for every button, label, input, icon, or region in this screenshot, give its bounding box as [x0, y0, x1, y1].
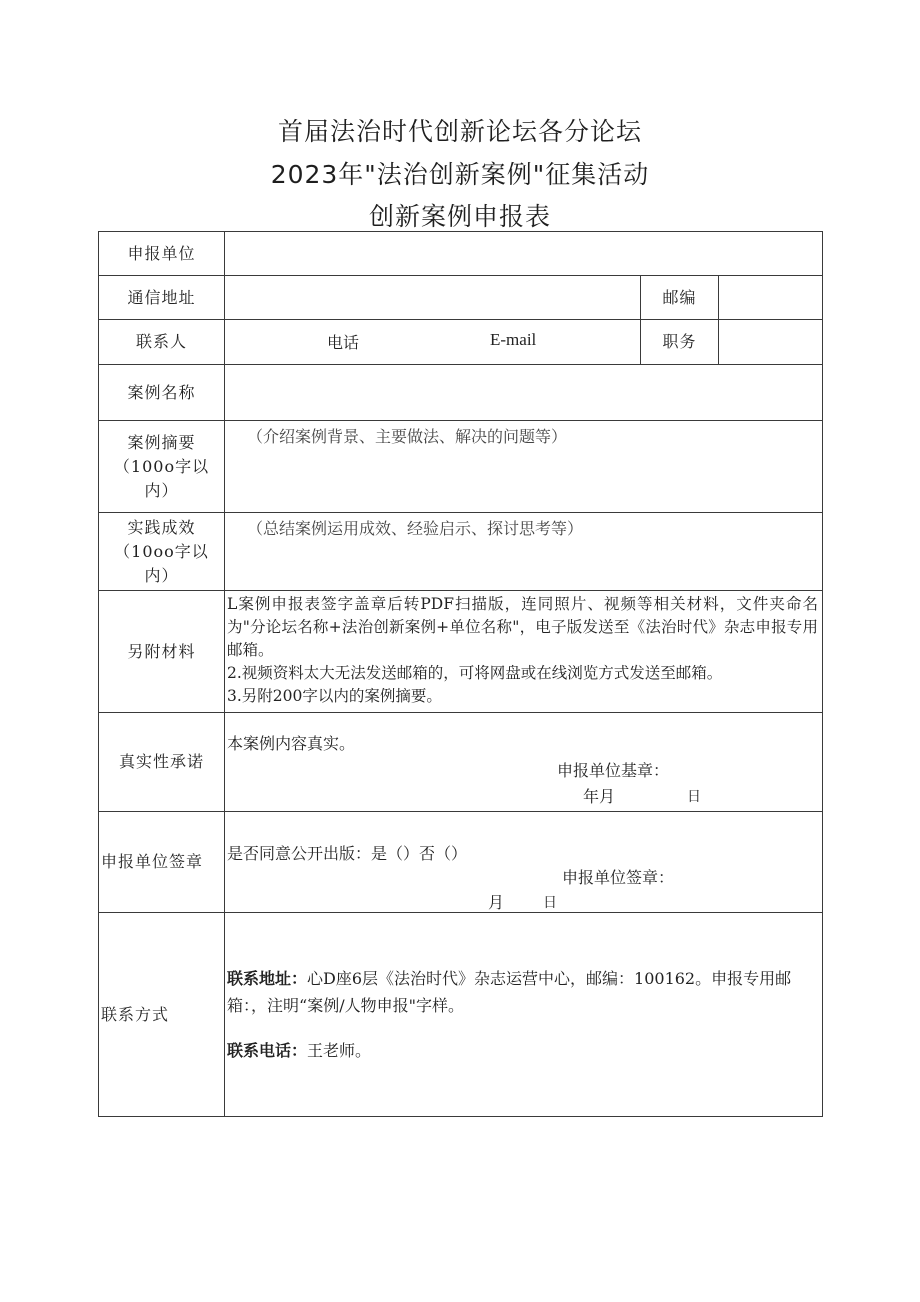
- row-contact-method: [99, 913, 823, 1117]
- row-contact-person: [99, 320, 823, 365]
- summary-hint: （介绍案例背景、主要做法、解决的问题等）: [247, 427, 568, 446]
- attachment-note-3: 3.另附200字以内的案例摘要。: [227, 687, 442, 705]
- results-hint: （总结案例运用成效、经验启示、探讨思考等）: [247, 519, 584, 538]
- signature-month: 月: [488, 893, 505, 912]
- results-field[interactable]: [225, 513, 823, 591]
- contact-address-label: 联系地址：: [227, 969, 308, 988]
- position-label: 职务: [641, 320, 719, 365]
- attachments-label: 另附材料: [99, 591, 225, 713]
- contact-mailbox-text: ，注明“案例/人物申报"字样。: [251, 996, 464, 1015]
- zip-label: 邮编: [641, 276, 719, 320]
- contact-phone-label: 联系电话：: [227, 1041, 308, 1060]
- form-title-line-1: 首届法治时代创新论坛各分论坛: [277, 117, 642, 146]
- row-pledge: [99, 713, 823, 812]
- phone-label: 电话: [327, 333, 360, 352]
- contact-method-label: 联系方式: [99, 913, 225, 1117]
- unit-field[interactable]: [225, 232, 823, 276]
- results-label: 实践成效（10oo字以内）: [99, 513, 225, 591]
- pledge-day: 日: [687, 789, 701, 805]
- row-case-name: [99, 365, 823, 421]
- pledge-label: 真实性承诺: [99, 713, 225, 812]
- row-unit: [99, 232, 823, 276]
- contact-phone-text: 王老师。: [307, 1041, 372, 1060]
- row-attachments: [99, 591, 823, 713]
- row-address: [99, 276, 823, 320]
- pledge-seal-label: 申报单位基章：: [557, 761, 670, 780]
- signature-label: 申报单位签章: [99, 812, 225, 913]
- pledge-year-month: 年月: [583, 787, 616, 806]
- address-label: 通信地址: [99, 276, 225, 320]
- attachments-content: [225, 591, 823, 713]
- address-field[interactable]: [225, 276, 641, 320]
- summary-field[interactable]: [225, 421, 823, 513]
- form-title-line-3: 创新案例申报表: [368, 202, 551, 231]
- publish-consent-question: 是否同意公开出版：是（）否（）: [227, 844, 468, 863]
- unit-label: 申报单位: [99, 232, 225, 276]
- phone-email-field[interactable]: [225, 320, 641, 365]
- signature-seal-label: 申报单位签章：: [562, 868, 675, 887]
- application-form-table: [98, 231, 823, 1117]
- row-summary: [99, 421, 823, 513]
- pledge-field: [225, 713, 823, 812]
- case-name-field[interactable]: [225, 365, 823, 421]
- case-name-label: 案例名称: [99, 365, 225, 421]
- row-signature: [99, 812, 823, 913]
- contact-method-content: [225, 913, 823, 1117]
- attachment-note-2: 2.视频资料太大无法发送邮箱的，可将网盘或在线浏览方式发送至邮箱。: [227, 664, 723, 682]
- row-results: [99, 513, 823, 591]
- signature-field: [225, 812, 823, 913]
- contact-mailbox-label: 申报专用邮箱：: [227, 969, 792, 1015]
- signature-day: 日: [543, 895, 557, 911]
- email-label: E-mail: [490, 330, 537, 349]
- contact-address-text: 心D座6层《法治时代》杂志运营中心，邮编：100162。: [307, 969, 712, 988]
- contact-person-label: 联系人: [99, 320, 225, 365]
- summary-label: 案例摘要（100o字以内）: [99, 421, 225, 513]
- zip-field[interactable]: [719, 276, 823, 320]
- pledge-text: 本案例内容真实。: [227, 734, 356, 753]
- position-field[interactable]: [719, 320, 823, 365]
- attachment-note-1: L案例申报表签字盖章后转PDF扫描版，连同照片、视频等相关材料，文件夹命名为"分论坛名称+法治创新案例+单位名称"，电子版发送至《法治时代》杂志申报专用邮箱。: [227, 595, 819, 659]
- form-title-line-2: 2023年"法治创新案例"征集活动: [270, 160, 650, 189]
